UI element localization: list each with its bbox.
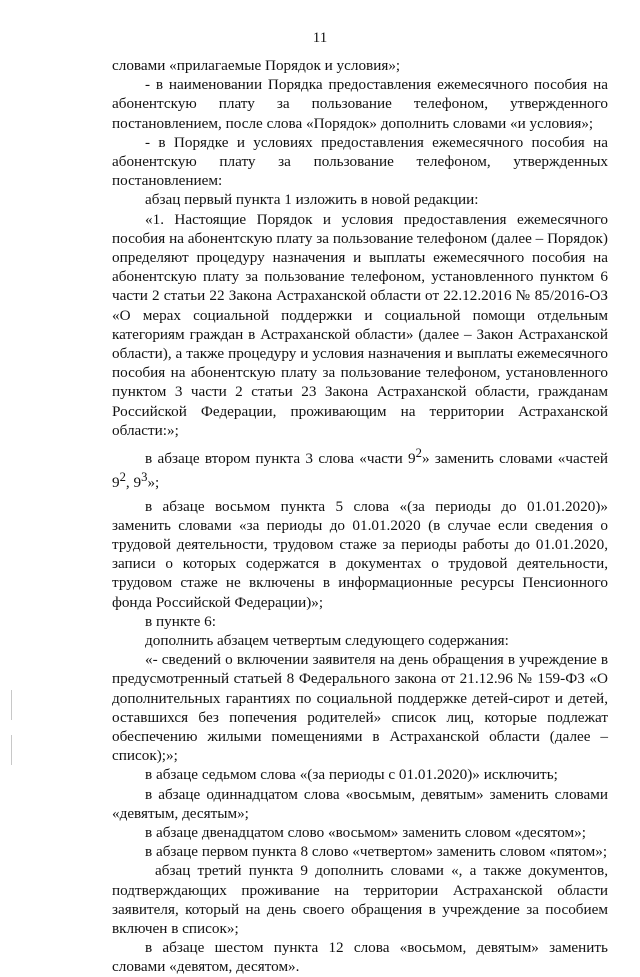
paragraph: в абзаце шестом пункта 12 слова «восьмом, девятым» заменить словами «девятом, десятом». bbox=[112, 939, 608, 976]
paragraph: - в Порядке и условиях предоставления ежемесячного пособия на абонентскую плату за пользование телефоном, утвержденных постановлением: bbox=[112, 133, 608, 190]
paragraph-superscripts bbox=[112, 444, 608, 493]
paragraph: «- сведений о включении заявителя на день обращения в учреждение в предусмотренный статьей 8 Федерального закона от 21.12.96 № 159-ФЗ «О дополнительных гарантиях по социальной поддержке детей-сирот и детей, оставшихся без попечения родителей» список лиц, которые подлежат обеспечению жилыми помещениями в Астраханской области (далее – список);»; bbox=[112, 651, 608, 765]
text-fragment: » заменить словами «частей 9 bbox=[112, 450, 608, 492]
text-fragment: в абзаце втором пункта 3 слова «части 9 bbox=[145, 450, 416, 468]
document-body bbox=[112, 56, 608, 977]
paragraph: абзац первый пункта 1 изложить в новой редакции: bbox=[145, 191, 479, 209]
text-fragment: , 9 bbox=[125, 474, 142, 492]
paragraph: в абзаце двенадцатом слово «восьмом» заменить словом «десятом»; bbox=[145, 824, 586, 842]
paragraph: дополнить абзацем четвертым следующего содержания: bbox=[145, 632, 509, 650]
paragraph: в абзаце седьмом слова «(за периоды с 01.01.2020)» исключить; bbox=[145, 766, 558, 784]
superscript: 3 bbox=[141, 470, 148, 485]
paragraph: в абзаце восьмом пункта 5 слова «(за периоды до 01.01.2020)» заменить словами «за периоды до 01.01.2020 (в случае если сведения о трудовой деятельности, трудовом стаже за периоды работы до 01.01.2020, записи о которых содержатся в документах о трудовой деятельности, трудовом стаже не включены в информационные ресурсы Пенсионного фонда Российской Федерации)»; bbox=[112, 497, 608, 611]
paragraph: «1. Настоящие Порядок и условия предоставления ежемесячного пособия на абонентскую плату за пользование телефоном (далее – Порядок) определяют процедуру назначения и выплаты ежемесячного пособия на абонентскую плату за пользование телефоном, установленного пунктом 6 части 2 статьи 22 Закона Астраханской области от 22.12.2016 № 85/2016-ОЗ «О мерах социальной поддержки и социальной помощи отдельным категориям граждан в Астраханской области» (далее – Закон Астраханской области), а также процедуру и условия назначения и выплаты ежемесячного пособия на абонентскую плату за пользование телефоном, установленного пунктом 3 части 2 статьи 23 Закона Астраханской области, гражданам Российской Федерации, проживающим на территории Астраханской области:»; bbox=[112, 210, 608, 439]
margin-mark bbox=[11, 735, 12, 765]
paragraph: в абзаце одиннадцатом слова «восьмым, девятым» заменить словами «девятым, десятым»; bbox=[112, 785, 608, 822]
paragraph: в пункте 6: bbox=[145, 612, 216, 630]
paragraph: словами «прилагаемые Порядок и условия»; bbox=[112, 57, 401, 74]
superscript: 2 bbox=[119, 470, 126, 485]
text-fragment: »; bbox=[147, 474, 160, 492]
margin-mark bbox=[11, 690, 12, 720]
paragraph: в абзаце первом пункта 8 слово «четвертом» заменить словом «пятом»; bbox=[145, 843, 608, 861]
paragraph: абзац третий пункта 9 дополнить словами «, а также документов, подтверждающих проживание на территории Астраханской области заявителя, который на день своего обращения в учреждение за пособием включен в список»; bbox=[112, 862, 608, 938]
paragraph: - в наименовании Порядка предоставления ежемесячного пособия на абонентскую плату за пользование телефоном, утвержденного постановлением, после слова «Порядок» дополнить словами «и условия»; bbox=[112, 76, 608, 132]
superscript: 2 bbox=[415, 446, 422, 461]
page-number: 11 bbox=[312, 30, 328, 46]
